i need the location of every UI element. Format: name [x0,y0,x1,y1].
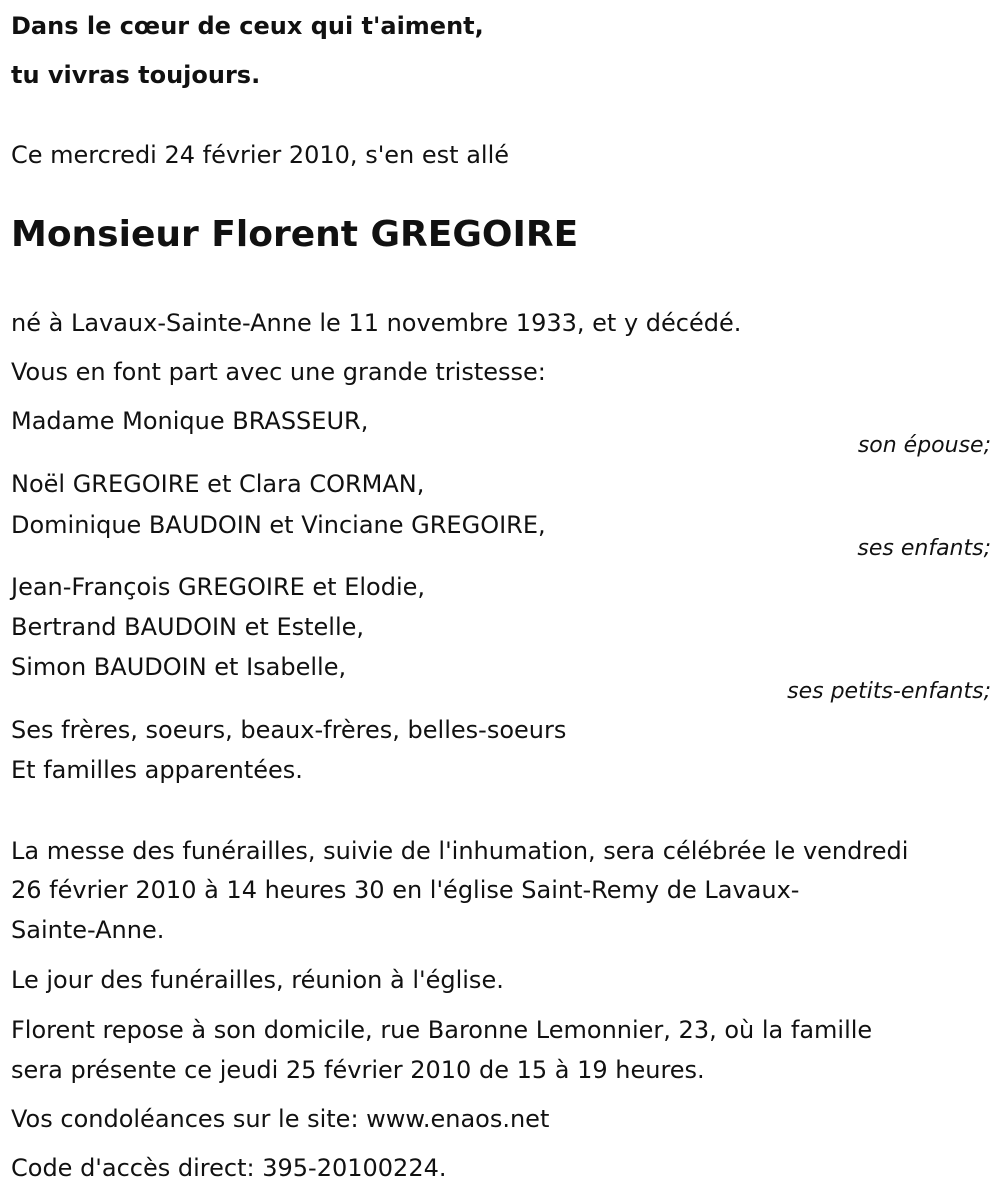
deceased-name: Monsieur Florent GREGOIRE [11,214,579,255]
birth-line: né à Lavaux-Sainte-Anne le 11 novembre 1933, et y décédé. [11,309,742,337]
epigraph-line-1: Dans le cœur de ceux qui t'aiment, [11,12,484,40]
epigraph-line-2: tu vivras toujours. [11,61,261,89]
grandchildren-role: ses petits-enfants; [787,679,991,704]
ceremony-line-3: Sainte-Anne. [11,916,165,944]
announcement: Ce mercredi 24 février 2010, s'en est allé [11,141,510,169]
spouse-name: Madame Monique BRASSEUR, [11,407,369,435]
child-name-1: Noël GREGOIRE et Clara CORMAN, [11,470,425,498]
child-name-2: Dominique BAUDOIN et Vinciane GREGOIRE, [11,511,546,539]
grandchild-name-1: Jean-François GREGOIRE et Elodie, [11,573,426,601]
ceremony-line-2: 26 février 2010 à 14 heures 30 en l'église Saint-Remy de Lavaux- [11,876,800,904]
access-code-line: Code d'accès direct: 395-20100224. [11,1154,447,1182]
other-family-2: Et familles apparentées. [11,756,303,784]
reunion-line: Le jour des funérailles, réunion à l'église. [11,966,504,994]
grandchild-name-3: Simon BAUDOIN et Isabelle, [11,653,347,681]
condolences-line: Vos condoléances sur le site: www.enaos.net [11,1105,550,1133]
intro-line: Vous en font part avec une grande tristesse: [11,358,546,386]
ceremony-line-1: La messe des funérailles, suivie de l'inhumation, sera célébrée le vendredi [11,837,909,865]
grandchild-name-2: Bertrand BAUDOIN et Estelle, [11,613,365,641]
children-role: ses enfants; [857,536,991,561]
rest-line-1: Florent repose à son domicile, rue Baronne Lemonnier, 23, où la famille [11,1016,873,1044]
rest-line-2: sera présente ce jeudi 25 février 2010 de 15 à 19 heures. [11,1056,705,1084]
spouse-role: son épouse; [857,433,991,458]
other-family-1: Ses frères, soeurs, beaux-frères, belles-soeurs [11,716,567,744]
